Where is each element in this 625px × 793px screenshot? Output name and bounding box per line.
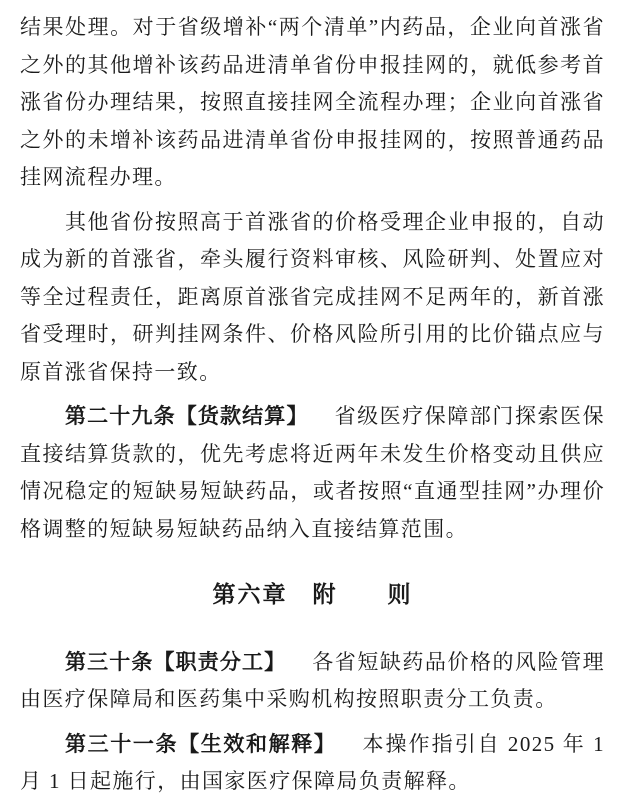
paragraph-text: 其他省份按照高于首涨省的价格受理企业申报的，自动成为新的首涨省，牵头履行资料审核、风险研判、处置应对等全过程责任，距离原首涨省完成挂网不足两年的，新首涨省受理时，研判挂网条件、价格风险所引用的比价锚点应与原首涨省保持一致。	[20, 209, 605, 384]
article-lead: 第三十一条【生效和解释】	[65, 732, 337, 756]
paragraph-text: 省级医疗保障部门探索医保直接结算货款的，优先考虑将近两年未发生价格变动且供应情况稳定的短缺易短缺药品，或者按照“直通型挂网”办理价格调整的短缺易短缺药品纳入直接结算范围。	[20, 404, 605, 541]
chapter-heading	[20, 576, 605, 614]
article-paragraph	[20, 644, 605, 719]
paragraph	[20, 204, 605, 392]
paragraph	[20, 9, 605, 197]
paragraph-text: 结果处理。对于省级增补“两个清单”内药品，企业向首涨省之外的其他增补该药品进清单省份申报挂网的，就低参考首涨省份办理结果，按照直接挂网全流程办理；企业向首涨省之外的未增补该药品进清单省份申报挂网的，按照普通药品挂网流程办理。	[20, 15, 605, 189]
paragraph-text: 本操作指引自 2025 年 1 月 1 日起施行，由国家医疗保障局负责解释。	[20, 731, 605, 793]
paragraph-text: 各省短缺药品价格的风险管理由医疗保障局和医药集中采购机构按照职责分工负责。	[20, 649, 606, 711]
document-body	[20, 9, 605, 793]
article-paragraph	[20, 726, 605, 793]
article-paragraph	[20, 398, 605, 548]
article-lead: 第三十条【职责分工】	[65, 650, 287, 674]
chapter-title-text: 第六章 附 则	[212, 581, 413, 607]
article-lead: 第二十九条【货款结算】	[65, 405, 309, 428]
